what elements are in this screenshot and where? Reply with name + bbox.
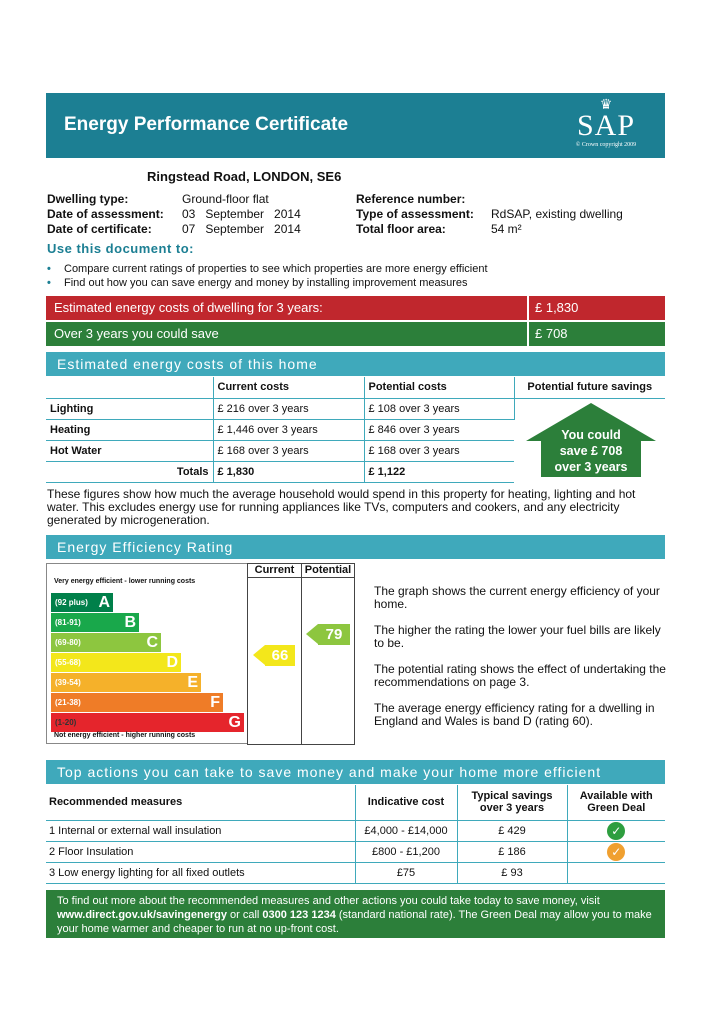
measure-cost: £4,000 - £14,000 xyxy=(355,820,457,841)
current-header: Current xyxy=(248,564,301,578)
potential-header: Potential xyxy=(302,564,354,578)
savings-house-line1: You could xyxy=(560,427,621,442)
footer-text: or call xyxy=(226,909,263,921)
eer-section-title: Energy Efficiency Rating xyxy=(57,539,234,555)
total-potential: £ 1,122 xyxy=(364,461,514,482)
table-header: Potential future savings xyxy=(514,377,665,398)
costs-note: These figures show how much the average household would spend in this property for heating, lighting and hot water. This excludes energy use for running appliances like TVs, computers and cookers, and any electricity generated by microgeneration. xyxy=(47,487,636,527)
floor-area-label: Total floor area: xyxy=(356,222,446,236)
savings-house-line3: over 3 years xyxy=(554,459,627,474)
total-current: £ 1,830 xyxy=(213,461,364,482)
type-assessment-row xyxy=(356,207,623,222)
estimated-costs-bar xyxy=(46,296,665,320)
actions-table xyxy=(46,785,665,884)
footer-info xyxy=(46,890,665,938)
cost-potential: £ 846 over 3 years xyxy=(364,419,514,440)
sap-logo xyxy=(561,97,651,155)
eer-text-paragraph: The potential rating shows the effect of undertaking the recommendations on page 3. xyxy=(374,662,666,689)
savings-bar xyxy=(46,322,665,346)
table-header xyxy=(46,377,213,398)
cost-item-name: Lighting xyxy=(46,398,213,419)
band-letter: B xyxy=(124,614,136,631)
use-document-title: Use this document to: xyxy=(47,241,195,256)
potential-column xyxy=(301,563,355,745)
band-range: (55-68) xyxy=(55,658,81,667)
reference-label: Reference number: xyxy=(356,192,466,206)
green-deal-cell xyxy=(567,862,665,883)
eer-explanation xyxy=(374,585,666,741)
crown-icon: ♛ xyxy=(599,96,613,112)
band-range: (69-80) xyxy=(55,638,81,647)
floor-area-row xyxy=(356,222,522,237)
band-range: (21-38) xyxy=(55,698,81,707)
table-row xyxy=(46,862,665,883)
band-range: (39-54) xyxy=(55,678,81,687)
property-address: Ringstead Road, LONDON, SE6 xyxy=(147,169,342,184)
table-row xyxy=(46,820,665,841)
rating-band-b xyxy=(51,613,139,632)
table-header: Recommended measures xyxy=(46,785,355,820)
sap-logo-text: SAP xyxy=(576,109,636,142)
potential-rating-tag: 79 xyxy=(318,624,350,645)
type-assessment-value: RdSAP, existing dwelling xyxy=(491,207,623,221)
eer-top-label: Very energy efficient - lower running costs xyxy=(54,578,196,585)
dwelling-type-label: Dwelling type: xyxy=(47,192,129,206)
band-letter: C xyxy=(146,634,158,651)
measure-name: 2 Floor Insulation xyxy=(46,841,355,862)
date-certificate-value: 07 September 2014 xyxy=(182,222,301,236)
eer-text-paragraph: The graph shows the current energy efficiency of your home. xyxy=(374,584,660,611)
date-certificate-row xyxy=(47,222,301,237)
band-letter: E xyxy=(187,674,198,691)
table-header: Current costs xyxy=(213,377,364,398)
table-header-row xyxy=(46,785,665,820)
crown-copyright: © Crown copyright 2009 xyxy=(575,142,637,148)
measure-cost: £75 xyxy=(355,862,457,883)
cost-current: £ 216 over 3 years xyxy=(213,398,364,419)
date-assessment-row xyxy=(47,207,301,222)
cost-item-name: Hot Water xyxy=(46,440,213,461)
green-tick-icon: ✓ xyxy=(607,822,625,840)
date-assessment-label: Date of assessment: xyxy=(47,207,164,221)
dwelling-type-row xyxy=(47,192,269,207)
certificate-header xyxy=(46,93,665,158)
footer-text: (standard national rate). The Green Deal may allow you to make your home warmer and cheaper to run at no up-front cost. xyxy=(57,909,652,935)
eer-text-paragraph: The average energy efficiency rating for a dwelling in England and Wales is band D (rating 60). xyxy=(374,701,655,728)
totals-label: Totals xyxy=(46,461,213,482)
measure-name: 3 Low energy lighting for all fixed outlets xyxy=(46,862,355,883)
cost-current: £ 168 over 3 years xyxy=(213,440,364,461)
use-document-bullets xyxy=(47,262,488,290)
house-icon xyxy=(526,403,656,477)
savings-house-line2: save £ 708 xyxy=(559,443,622,458)
table-header: Typical savings over 3 years xyxy=(457,785,567,820)
date-assessment-value: 03 September 2014 xyxy=(182,207,301,221)
potential-savings-cell xyxy=(514,398,665,482)
footer-text: To find out more about the recommended measures and other actions you could take today to save money, visit xyxy=(57,895,600,907)
rating-band-a xyxy=(51,593,113,612)
measure-savings: £ 186 xyxy=(457,841,567,862)
phone-number: 0300 123 1234 xyxy=(262,909,336,921)
table-row xyxy=(46,841,665,862)
type-assessment-label: Type of assessment: xyxy=(356,207,474,221)
table-header-row xyxy=(46,377,665,398)
rating-band-f xyxy=(51,693,223,712)
bullet-item: • Find out how you can save energy and money by installing improvement measures xyxy=(47,276,488,290)
date-certificate-label: Date of certificate: xyxy=(47,222,152,236)
band-letter: D xyxy=(166,654,178,671)
table-header: Available with Green Deal xyxy=(567,785,665,820)
eer-text-paragraph: The higher the rating the lower your fuel bills are likely to be. xyxy=(374,623,661,650)
savings-value: £ 708 xyxy=(535,326,568,341)
table-header: Indicative cost xyxy=(355,785,457,820)
band-letter: F xyxy=(210,694,220,711)
table-row xyxy=(46,398,665,419)
estimated-costs-value: £ 1,830 xyxy=(535,300,579,315)
dwelling-type-value: Ground-floor flat xyxy=(182,192,269,206)
table-header: Potential costs xyxy=(364,377,514,398)
rating-band-d xyxy=(51,653,181,672)
band-range: (81-91) xyxy=(55,618,81,627)
eer-section-header xyxy=(46,535,665,559)
cost-potential: £ 108 over 3 years xyxy=(364,398,514,419)
measure-savings: £ 93 xyxy=(457,862,567,883)
costs-section-header xyxy=(46,352,665,376)
rating-band-c xyxy=(51,633,161,652)
measure-name: 1 Internal or external wall insulation xyxy=(46,820,355,841)
actions-section-title: Top actions you can take to save money and make your home more efficient xyxy=(57,764,602,780)
savingenergy-link[interactable]: www.direct.gov.uk/savingenergy xyxy=(57,909,227,921)
measure-savings: £ 429 xyxy=(457,820,567,841)
green-deal-cell xyxy=(567,820,665,841)
floor-area-value: 54 m² xyxy=(491,222,522,236)
green-deal-cell xyxy=(567,841,665,862)
certificate-title: Energy Performance Certificate xyxy=(64,114,349,135)
band-letter: G xyxy=(228,714,241,731)
actions-section-header xyxy=(46,760,665,784)
rating-band-e xyxy=(51,673,201,692)
reference-row xyxy=(356,192,491,207)
band-letter: A xyxy=(98,594,110,611)
band-range: (92 plus) xyxy=(55,598,88,607)
orange-tick-icon: ✓ xyxy=(607,843,625,861)
savings-label: Over 3 years you could save xyxy=(54,326,219,341)
cost-item-name: Heating xyxy=(46,419,213,440)
current-rating-tag: 66 xyxy=(265,645,295,666)
estimated-costs-label: Estimated energy costs of dwelling for 3 years: xyxy=(54,300,323,315)
rating-band-g xyxy=(51,713,244,732)
bullet-item: • Compare current ratings of properties to see which properties are more energy efficient xyxy=(47,262,488,276)
eer-bottom-label: Not energy efficient - higher running costs xyxy=(54,732,196,739)
cost-potential: £ 168 over 3 years xyxy=(364,440,514,461)
eer-bands-box xyxy=(46,563,248,744)
costs-table xyxy=(46,377,665,483)
measure-cost: £800 - £1,200 xyxy=(355,841,457,862)
cost-current: £ 1,446 over 3 years xyxy=(213,419,364,440)
costs-section-title: Estimated energy costs of this home xyxy=(57,356,318,372)
band-range: (1-20) xyxy=(55,718,77,727)
